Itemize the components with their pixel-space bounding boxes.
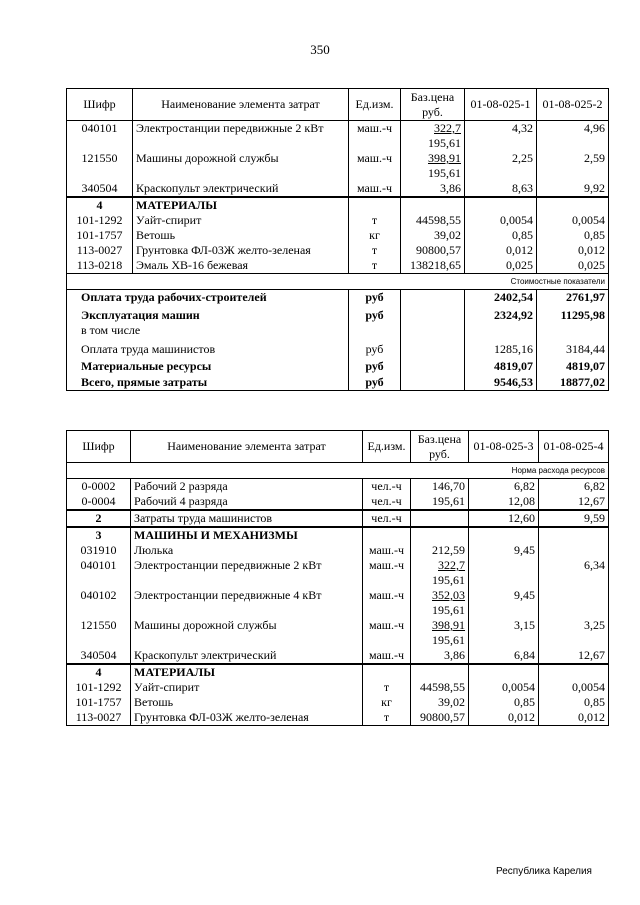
- price-cell: 44598,55: [401, 213, 465, 228]
- table-header: [67, 431, 609, 463]
- name-cell: Машины дорожной службы: [133, 151, 349, 181]
- code-cell: 0-0002: [67, 479, 131, 495]
- col-header-unit: Ед.изм.: [349, 89, 401, 121]
- norm-cell: 2,25: [465, 151, 537, 181]
- code-cell: 113-0218: [67, 258, 133, 274]
- unit-cell: маш.-ч: [363, 543, 411, 558]
- section-title: МАШИНЫ И МЕХАНИЗМЫ: [131, 527, 363, 543]
- code-cell: 121550: [67, 618, 131, 648]
- unit-cell: маш.-ч: [363, 558, 411, 588]
- table-row: [67, 213, 609, 228]
- norm-cell: 6,82: [539, 479, 609, 495]
- name-cell: Ветошь: [131, 695, 363, 710]
- summary-label: Всего, прямые затраты: [67, 374, 349, 391]
- code-cell: 031910: [67, 543, 131, 558]
- name-cell: Электростанции передвижные 2 кВт: [131, 558, 363, 588]
- table-row: [67, 680, 609, 695]
- name-cell: Грунтовка ФЛ-03Ж желто-зеленая: [131, 710, 363, 726]
- table-row: [67, 543, 609, 558]
- value-cell: 3184,44: [537, 338, 609, 357]
- unit-cell: руб: [349, 290, 401, 308]
- col-header-norm-1: 01-08-025-1: [465, 89, 537, 121]
- unit-cell: маш.-ч: [349, 181, 401, 197]
- table-row: [67, 151, 609, 181]
- norm-cell: 0,012: [537, 243, 609, 258]
- norm-cell: 0,85: [537, 228, 609, 243]
- norm-cell: 0,85: [465, 228, 537, 243]
- name-cell: Эмаль ХВ-16 бежевая: [133, 258, 349, 274]
- price-cell: 39,02: [401, 228, 465, 243]
- code-cell: 101-1757: [67, 695, 131, 710]
- section-header-row: [67, 197, 609, 213]
- summary-label: Материальные ресурсы: [67, 357, 349, 374]
- norm-cell: 4,32: [465, 121, 537, 152]
- section-code: 3: [67, 527, 131, 543]
- name-cell: Электростанции передвижные 4 кВт: [131, 588, 363, 618]
- summary-row: [67, 338, 609, 357]
- section-header-row: [67, 527, 609, 543]
- norm-cell: 0,025: [537, 258, 609, 274]
- norm-cell: 0,85: [469, 695, 539, 710]
- price-cell: 398,91 195,61: [411, 618, 469, 648]
- unit-cell: т: [363, 710, 411, 726]
- norm-cell: 0,0054: [539, 680, 609, 695]
- table-row: [67, 181, 609, 197]
- section-title: МАТЕРИАЛЫ: [131, 664, 363, 680]
- name-cell: Затраты труда машинистов: [131, 510, 363, 527]
- unit-cell: чел.-ч: [363, 510, 411, 527]
- name-cell: Рабочий 2 разряда: [131, 479, 363, 495]
- code-cell: 0-0004: [67, 494, 131, 510]
- price-cell: 352,03 195,61: [411, 588, 469, 618]
- col-header-price: Баз.цена руб.: [401, 89, 465, 121]
- value-cell: 11295,98: [537, 308, 609, 323]
- norm-caption: Норма расхода ресурсов: [67, 463, 609, 479]
- unit-cell: т: [349, 243, 401, 258]
- section-code: 4: [67, 664, 131, 680]
- unit-cell: т: [349, 258, 401, 274]
- name-cell: Электростанции передвижные 2 кВт: [133, 121, 349, 152]
- footer-region: Республика Карелия: [496, 866, 592, 877]
- price-cell: 138218,65: [401, 258, 465, 274]
- norm-cell: 4,96: [537, 121, 609, 152]
- cost-caption: Стоимостные показатели: [67, 274, 609, 290]
- page-number: 350: [310, 42, 330, 57]
- code-cell: 340504: [67, 181, 133, 197]
- caption-row: [67, 274, 609, 290]
- code-cell: 040101: [67, 558, 131, 588]
- table-row: [67, 121, 609, 152]
- code-cell: 340504: [67, 648, 131, 664]
- col-header-name: Наименование элемента затрат: [133, 89, 349, 121]
- price-cell: 90800,57: [411, 710, 469, 726]
- name-cell: Рабочий 4 разряда: [131, 494, 363, 510]
- unit-cell: маш.-ч: [363, 588, 411, 618]
- section-header-row: [67, 664, 609, 680]
- code-cell: 113-0027: [67, 243, 133, 258]
- norm-cell: 9,45: [469, 588, 539, 618]
- price-cell: 3,86: [401, 181, 465, 197]
- section-code: 4: [67, 197, 133, 213]
- unit-cell: кг: [363, 695, 411, 710]
- table-row: [67, 695, 609, 710]
- price-cell: 398,91 195,61: [401, 151, 465, 181]
- summary-row: [67, 290, 609, 308]
- name-cell: Краскопульт электрический: [133, 181, 349, 197]
- unit-cell: руб: [349, 338, 401, 357]
- col-header-code: Шифр: [67, 431, 131, 463]
- norm-cell: 8,63: [465, 181, 537, 197]
- price-cell: 212,59: [411, 543, 469, 558]
- summary-row: [67, 357, 609, 374]
- norm-cell: 6,34: [539, 558, 609, 588]
- section-title: МАТЕРИАЛЫ: [133, 197, 349, 213]
- summary-row: [67, 374, 609, 391]
- norm-cell: 2,59: [537, 151, 609, 181]
- name-cell: Уайт-спирит: [133, 213, 349, 228]
- name-cell: Люлька: [131, 543, 363, 558]
- col-header-norm-3: 01-08-025-3: [469, 431, 539, 463]
- norm-cell: 3,25: [539, 618, 609, 648]
- value-cell: 1285,16: [465, 338, 537, 357]
- norm-cell: 0,0054: [469, 680, 539, 695]
- norm-cell: 12,67: [539, 648, 609, 664]
- table-row: [67, 479, 609, 495]
- price-cell: 146,70: [411, 479, 469, 495]
- name-cell: Машины дорожной службы: [131, 618, 363, 648]
- norm-cell: 0,0054: [537, 213, 609, 228]
- table-header: [67, 89, 609, 121]
- norm-cell: [539, 588, 609, 618]
- summary-label: Эксплуатация машин: [67, 308, 349, 323]
- norm-cell: 3,15: [469, 618, 539, 648]
- value-cell: 4819,07: [537, 357, 609, 374]
- code-cell: 101-1292: [67, 213, 133, 228]
- unit-cell: т: [349, 213, 401, 228]
- unit-cell: кг: [349, 228, 401, 243]
- norm-cell: 0,025: [465, 258, 537, 274]
- code-cell: 101-1757: [67, 228, 133, 243]
- value-cell: 4819,07: [465, 357, 537, 374]
- col-header-unit: Ед.изм.: [363, 431, 411, 463]
- table-row: [67, 588, 609, 618]
- col-header-norm-4: 01-08-025-4: [539, 431, 609, 463]
- norm-cell: 12,60: [469, 510, 539, 527]
- table-row: [67, 558, 609, 588]
- summary-label: Оплата труда машинистов: [67, 338, 349, 357]
- norm-cell: 6,82: [469, 479, 539, 495]
- name-cell: Ветошь: [133, 228, 349, 243]
- price-cell: 3,86: [411, 648, 469, 664]
- code-cell: 113-0027: [67, 710, 131, 726]
- summary-label: в том числе: [67, 323, 349, 338]
- norm-cell: 0,012: [465, 243, 537, 258]
- code-cell: 101-1292: [67, 680, 131, 695]
- summary-row: [67, 323, 609, 338]
- unit-cell: маш.-ч: [363, 618, 411, 648]
- value-cell: 2761,97: [537, 290, 609, 308]
- name-cell: Уайт-спирит: [131, 680, 363, 695]
- norm-cell: 9,45: [469, 543, 539, 558]
- unit-cell: т: [363, 680, 411, 695]
- name-cell: Грунтовка ФЛ-03Ж желто-зеленая: [133, 243, 349, 258]
- name-cell: Краскопульт электрический: [131, 648, 363, 664]
- norm-cell: 0,85: [539, 695, 609, 710]
- unit-cell: руб: [349, 308, 401, 323]
- table-row: [67, 243, 609, 258]
- table-row: [67, 510, 609, 527]
- unit-cell: чел.-ч: [363, 494, 411, 510]
- norm-cell: 0,012: [539, 710, 609, 726]
- table-row: [67, 710, 609, 726]
- norm-cell: 12,08: [469, 494, 539, 510]
- code-cell: 040102: [67, 588, 131, 618]
- unit-cell: чел.-ч: [363, 479, 411, 495]
- norm-cell: 9,59: [539, 510, 609, 527]
- value-cell: 2402,54: [465, 290, 537, 308]
- price-cell: 322,7 195,61: [401, 121, 465, 152]
- caption-row: [67, 463, 609, 479]
- price-cell: 90800,57: [401, 243, 465, 258]
- code-cell: 121550: [67, 151, 133, 181]
- price-cell: 44598,55: [411, 680, 469, 695]
- summary-label: Оплата труда рабочих-строителей: [67, 290, 349, 308]
- value-cell: 18877,02: [537, 374, 609, 391]
- norm-cell: 12,67: [539, 494, 609, 510]
- price-cell: 195,61: [411, 494, 469, 510]
- table-row: [67, 618, 609, 648]
- unit-cell: маш.-ч: [349, 121, 401, 152]
- col-header-name: Наименование элемента затрат: [131, 431, 363, 463]
- resource-table-1: [66, 88, 609, 391]
- code-cell: 040101: [67, 121, 133, 152]
- norm-cell: 0,0054: [465, 213, 537, 228]
- norm-cell: [469, 558, 539, 588]
- col-header-norm-2: 01-08-025-2: [537, 89, 609, 121]
- resource-table-2: [66, 430, 609, 726]
- price-cell: 322,7 195,61: [411, 558, 469, 588]
- table-row: [67, 648, 609, 664]
- norm-cell: 9,92: [537, 181, 609, 197]
- col-header-price: Баз.цена руб.: [411, 431, 469, 463]
- unit-cell: руб: [349, 374, 401, 391]
- summary-row: [67, 308, 609, 323]
- norm-cell: [539, 543, 609, 558]
- norm-cell: 6,84: [469, 648, 539, 664]
- unit-cell: маш.-ч: [363, 648, 411, 664]
- price-cell: 39,02: [411, 695, 469, 710]
- norm-cell: 0,012: [469, 710, 539, 726]
- table-row: [67, 228, 609, 243]
- unit-cell: маш.-ч: [349, 151, 401, 181]
- table-row: [67, 494, 609, 510]
- value-cell: 9546,53: [465, 374, 537, 391]
- table-row: [67, 258, 609, 274]
- col-header-code: Шифр: [67, 89, 133, 121]
- unit-cell: руб: [349, 357, 401, 374]
- code-cell: 2: [67, 510, 131, 527]
- value-cell: 2324,92: [465, 308, 537, 323]
